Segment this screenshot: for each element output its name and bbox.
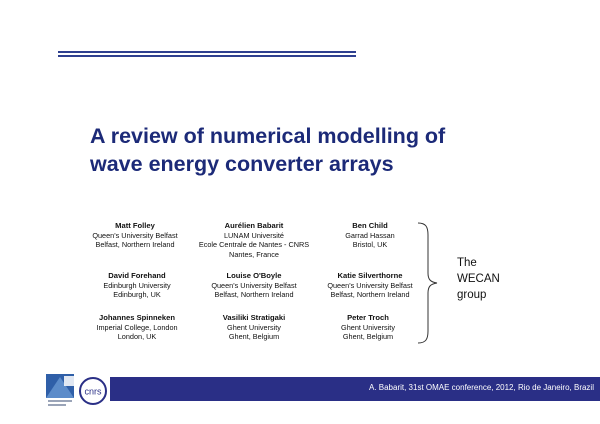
author-location: Ghent, Belgium [342, 332, 394, 342]
author-affiliation: Queen's University Belfast [327, 280, 413, 290]
cnrs-logo-text: cnrs [84, 386, 102, 397]
author-location: London, UK [117, 332, 157, 342]
author-name: Johannes Spinneken [99, 313, 175, 322]
footer-bar [110, 377, 600, 401]
author-affiliation: Edinburgh University [103, 280, 171, 290]
author-name: Louise O'Boyle [226, 271, 282, 280]
slide-title-line1: A review of numerical modelling of [90, 124, 446, 148]
cnrs-logo [78, 376, 108, 406]
author-name: Katie Silverthorne [337, 271, 403, 280]
author-aurelien-babarit [199, 221, 309, 259]
author-location: Belfast, Northern Ireland [330, 290, 410, 300]
group-label-line1: The [457, 257, 477, 269]
group-label-line3: group [457, 289, 487, 301]
author-david-forehand [103, 271, 170, 300]
author-name: David Forehand [108, 271, 166, 280]
author-katie-silverthorne [327, 271, 412, 300]
cnrs-logo-icon [78, 376, 108, 406]
author-johannes-spinneken [96, 313, 177, 342]
author-affiliation: Ghent University [341, 322, 395, 332]
author-affiliation: Imperial College, London [96, 322, 178, 332]
author-affiliation: Ghent University [227, 322, 281, 332]
author-louise-oboyle [211, 271, 296, 300]
author-location: Nantes, France [229, 249, 279, 259]
author-matt-folley [92, 221, 177, 250]
author-affiliation: LUNAM Université [223, 230, 284, 240]
author-name: Peter Troch [347, 313, 389, 322]
author-ben-child [345, 221, 394, 250]
footer-text: A. Babarit, 31st OMAE conference, 2012, Rio de Janeiro, Brazil [368, 383, 594, 392]
slide-title [90, 122, 530, 178]
right-brace-icon [416, 221, 440, 345]
author-location: Bristol, UK [352, 240, 388, 250]
slide-title-line2: wave energy converter arrays [90, 152, 394, 176]
author-location: Belfast, Northern Ireland [214, 290, 294, 300]
author-vasiliki-stratigaki [223, 313, 285, 342]
author-affiliation: Ecole Centrale de Nantes - CNRS [198, 240, 310, 250]
author-name: Vasiliki Stratigaki [222, 313, 286, 322]
top-rule-upper [58, 51, 356, 53]
author-affiliation: Queen's University Belfast [92, 230, 178, 240]
group-label [457, 255, 500, 303]
top-rule-lower [58, 55, 356, 57]
author-name: Matt Folley [115, 221, 155, 230]
author-peter-troch [341, 313, 395, 342]
author-location: Ghent, Belgium [228, 332, 280, 342]
author-location: Edinburgh, UK [113, 290, 161, 300]
author-name: Ben Child [352, 221, 388, 230]
author-location: Belfast, Northern Ireland [95, 240, 175, 250]
group-label-line2: WECAN [457, 273, 500, 285]
author-affiliation: Queen's University Belfast [211, 280, 297, 290]
author-name: Aurélien Babarit [224, 221, 284, 230]
author-affiliation: Garrad Hassan [345, 230, 395, 240]
